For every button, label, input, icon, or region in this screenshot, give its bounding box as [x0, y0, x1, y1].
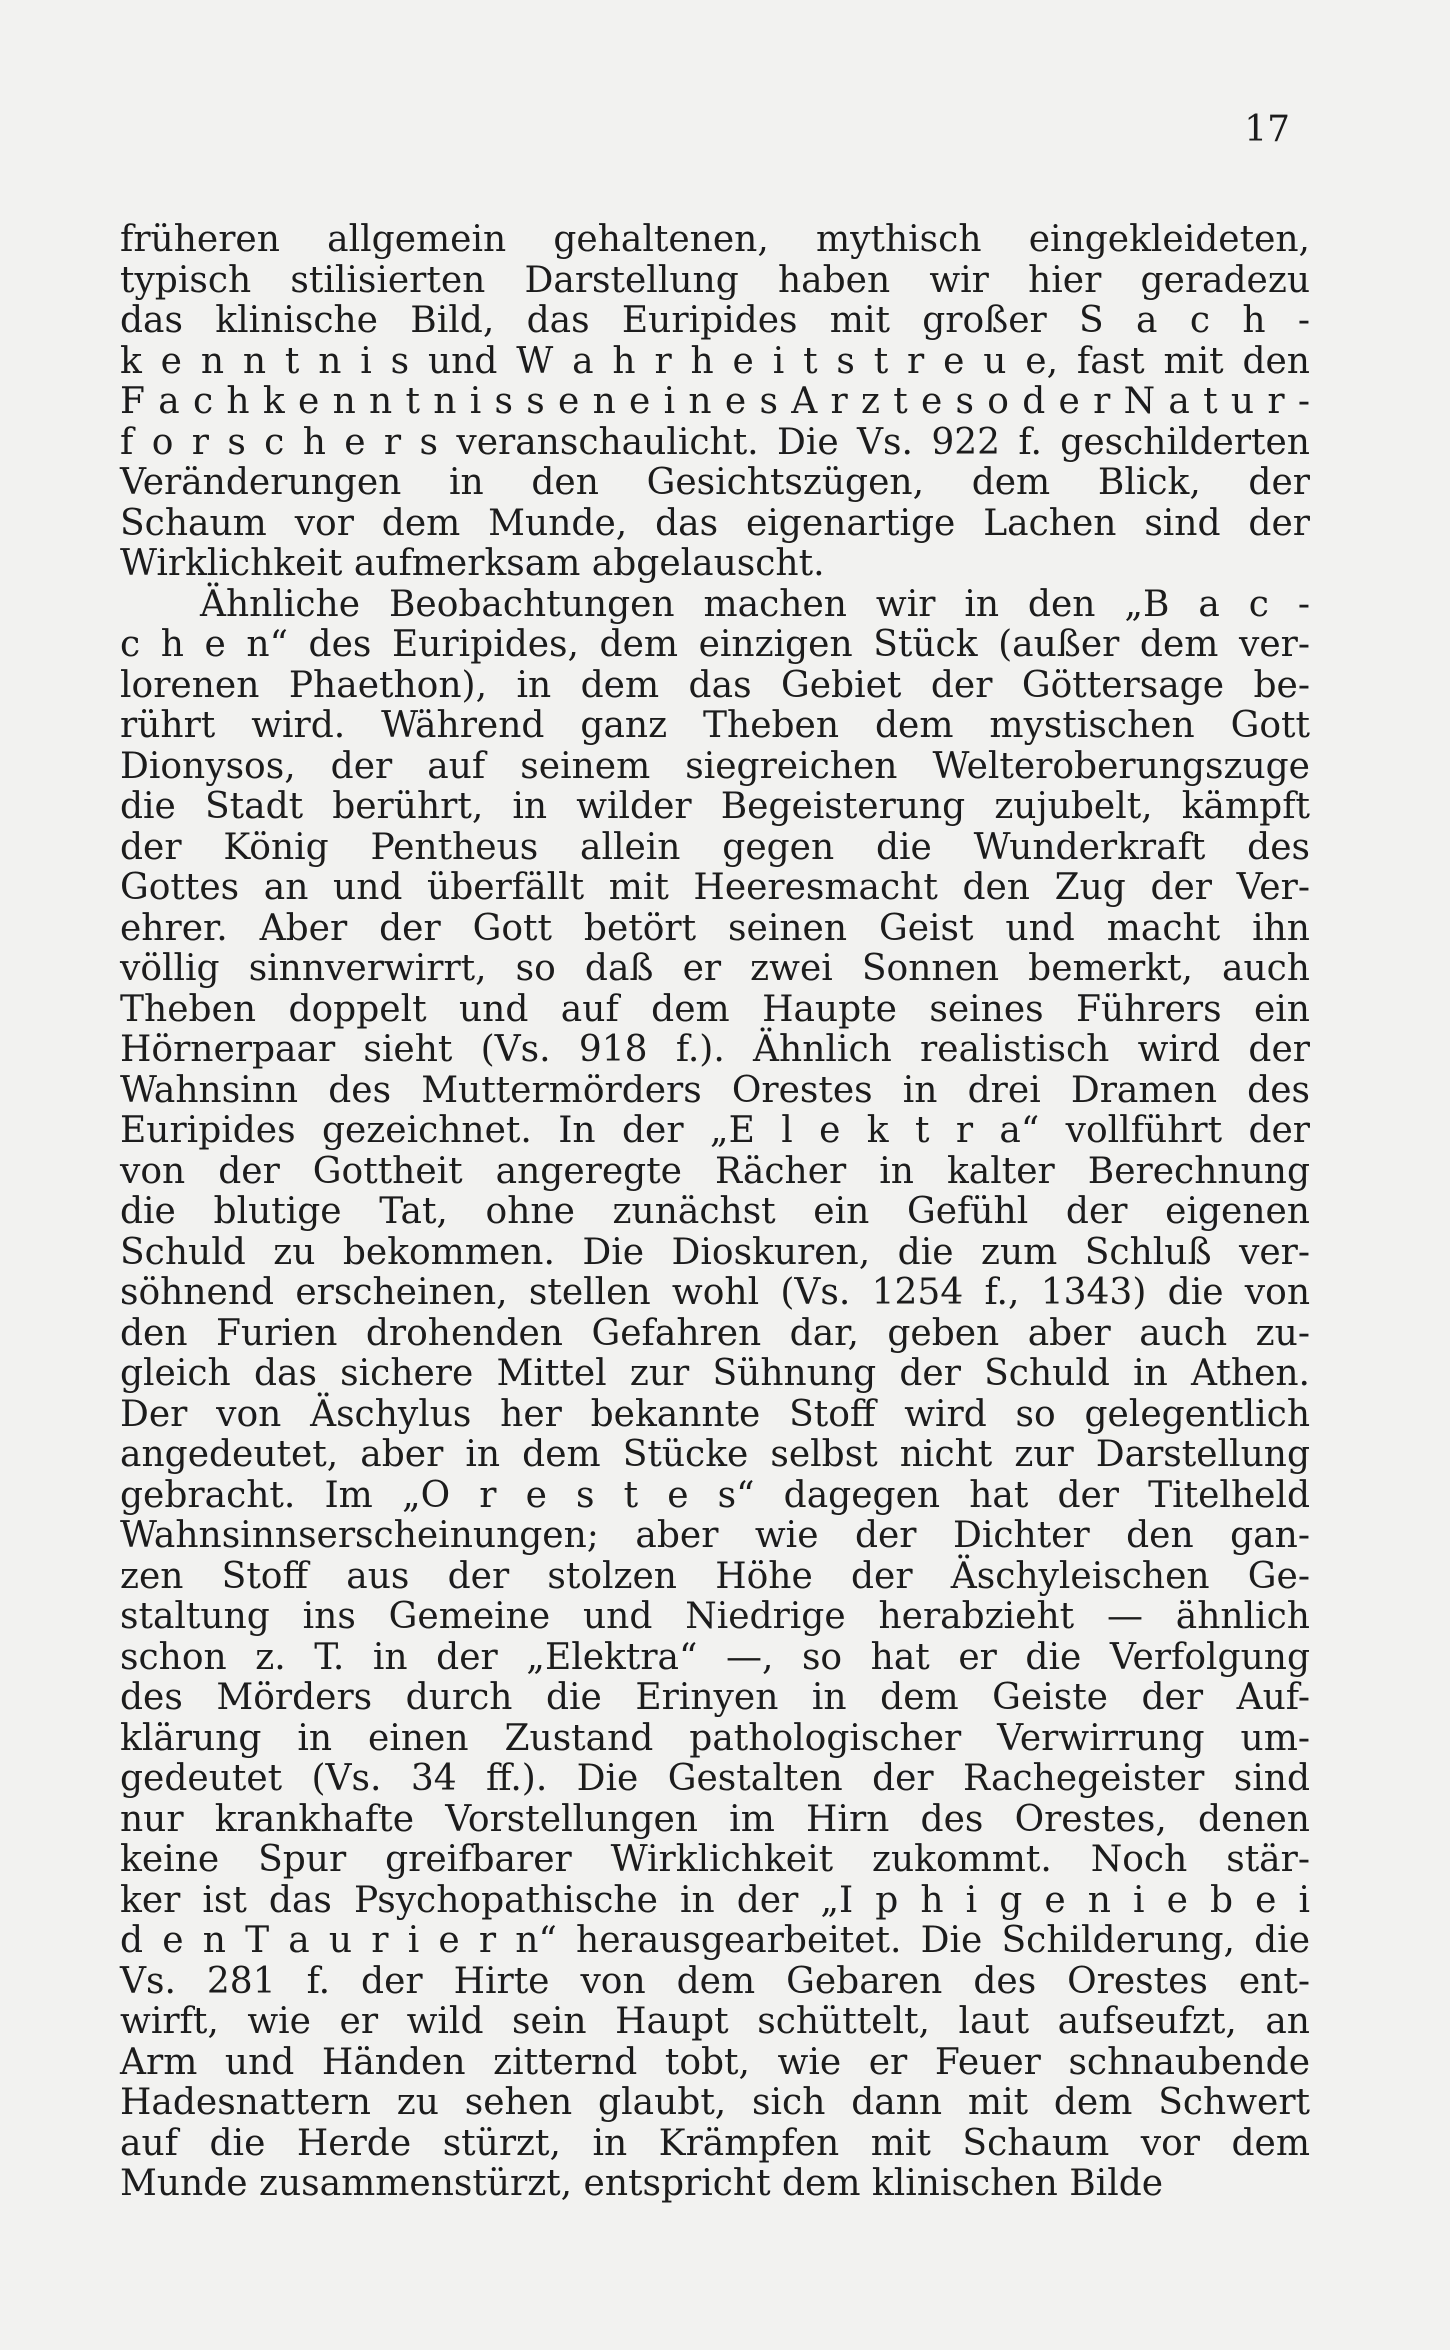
- text-line: Schuld zu bekommen. Die Dioskuren, die zum Schluß ver-: [120, 1231, 1310, 1273]
- text-line: d e n T a u r i e r n“ herausgearbeitet. Die Schilderung, die: [120, 1920, 1310, 1961]
- text-line: Veränderungen in den Gesichtszügen, dem Blick, der: [120, 462, 1310, 503]
- text-line: angedeutet, aber in dem Stücke selbst nicht zur Darstellung: [120, 1434, 1310, 1475]
- text-line: Euripides gezeichnet. In der „E l e k t r a“ vollführt der: [120, 1110, 1310, 1151]
- text-line: Wirklichkeit aufmerksam abgelauscht.: [120, 543, 825, 584]
- text-line: ker ist das Psychopathische in der „I p h i g e n i e b e i: [120, 1879, 1310, 1921]
- text-line: Theben doppelt und auf dem Haupte seines Führers ein: [120, 988, 1310, 1030]
- text-line: Hadesnattern zu sehen glaubt, sich dann mit dem Schwert: [120, 2082, 1310, 2123]
- page-number: 17: [1244, 109, 1290, 150]
- text-line: Munde zusammenstürzt, entspricht dem klinischen Bilde: [120, 2163, 1164, 2204]
- text-line: zen Stoff aus der stolzen Höhe der Äschyleischen Ge-: [120, 1555, 1310, 1597]
- text-line: Der von Äschylus her bekannte Stoff wird so gelegentlich: [120, 1393, 1310, 1435]
- text-line: Gottes an und überfällt mit Heeresmacht den Zug der Ver-: [120, 867, 1310, 908]
- text-line: keine Spur greifbarer Wirklichkeit zukommt. Noch stär-: [120, 1839, 1310, 1880]
- text-line: Vs. 281 f. der Hirte von dem Gebaren des Orestes ent-: [120, 1960, 1310, 2002]
- paragraph-1: [120, 220, 1310, 585]
- text-line: gedeutet (Vs. 34 ff.). Die Gestalten der Rachegeister sind: [120, 1758, 1310, 1799]
- text-line: klärung in einen Zustand pathologischer Verwirrung um-: [120, 1717, 1310, 1759]
- text-line: Ähnliche Beobachtungen machen wir in den „B a c -: [200, 583, 1310, 625]
- text-line: Wahnsinnserscheinungen; aber wie der Dichter den gan-: [120, 1515, 1310, 1556]
- text-line: c h e n“ des Euripides, dem einzigen Stück (außer dem ver-: [120, 624, 1310, 665]
- text-line: typisch stilisierten Darstellung haben wir hier geradezu: [120, 259, 1310, 301]
- text-line: Arm und Händen zitternd tobt, wie er Feuer schnaubende: [120, 2041, 1310, 2083]
- text-line: der König Pentheus allein gegen die Wunderkraft des: [120, 826, 1310, 868]
- text-line: gleich das sichere Mittel zur Sühnung der Schuld in Athen.: [120, 1353, 1310, 1394]
- paragraph-2: [120, 585, 1310, 2205]
- text-line: f o r s c h e r s veranschaulicht. Die Vs. 922 f. geschilderten: [120, 421, 1310, 463]
- text-line: staltung ins Gemeine und Niedrige herabzieht — ähnlich: [120, 1596, 1310, 1637]
- text-line: von der Gottheit angeregte Rächer in kalter Berechnung: [120, 1150, 1310, 1192]
- body-text: [120, 220, 1310, 2205]
- text-line: wirft, wie er wild sein Haupt schüttelt, laut aufseufzt, an: [120, 2001, 1310, 2042]
- text-line: Wahnsinn des Muttermörders Orestes in drei Dramen des: [120, 1069, 1310, 1111]
- text-line: k e n n t n i s und W a h r h e i t s t r e u e, fast mit den: [120, 340, 1310, 382]
- text-line: das klinische Bild, das Euripides mit großer S a c h -: [120, 300, 1310, 341]
- text-line: Schaum vor dem Munde, das eigenartige Lachen sind der: [120, 502, 1310, 544]
- text-line: rührt wird. Während ganz Theben dem mystischen Gott: [120, 705, 1310, 746]
- text-line: die blutige Tat, ohne zunächst ein Gefühl der eigenen: [120, 1191, 1310, 1232]
- text-line: auf die Herde stürzt, in Krämpfen mit Schaum vor dem: [120, 2122, 1310, 2164]
- text-line: söhnend erscheinen, stellen wohl (Vs. 1254 f., 1343) die von: [120, 1272, 1310, 1313]
- text-line: nur krankhafte Vorstellungen im Hirn des Orestes, denen: [120, 1798, 1310, 1840]
- text-line: lorenen Phaethon), in dem das Gebiet der Göttersage be-: [120, 664, 1310, 706]
- text-line: Hörnerpaar sieht (Vs. 918 f.). Ähnlich realistisch wird der: [120, 1029, 1310, 1070]
- text-line: den Furien drohenden Gefahren dar, geben aber auch zu-: [120, 1312, 1310, 1354]
- text-line: gebracht. Im „O r e s t e s“ dagegen hat der Titelheld: [120, 1474, 1310, 1516]
- text-line: schon z. T. in der „Elektra“ —, so hat er die Verfolgung: [120, 1636, 1310, 1678]
- text-line: des Mörders durch die Erinyen in dem Geiste der Auf-: [120, 1677, 1310, 1718]
- text-line: Dionysos, der auf seinem siegreichen Welteroberungszuge: [120, 745, 1310, 787]
- text-line: früheren allgemein gehaltenen, mythisch eingekleideten,: [120, 219, 1310, 260]
- text-line: ehrer. Aber der Gott betört seinen Geist und macht ihn: [120, 907, 1310, 949]
- text-line: die Stadt berührt, in wilder Begeisterung zujubelt, kämpft: [120, 786, 1310, 827]
- text-line: F a c h k e n n t n i s s e n e i n e s A r z t e s o d e r N a t u r -: [120, 381, 1310, 422]
- text-line: völlig sinnverwirrt, so daß er zwei Sonnen bemerkt, auch: [120, 948, 1310, 989]
